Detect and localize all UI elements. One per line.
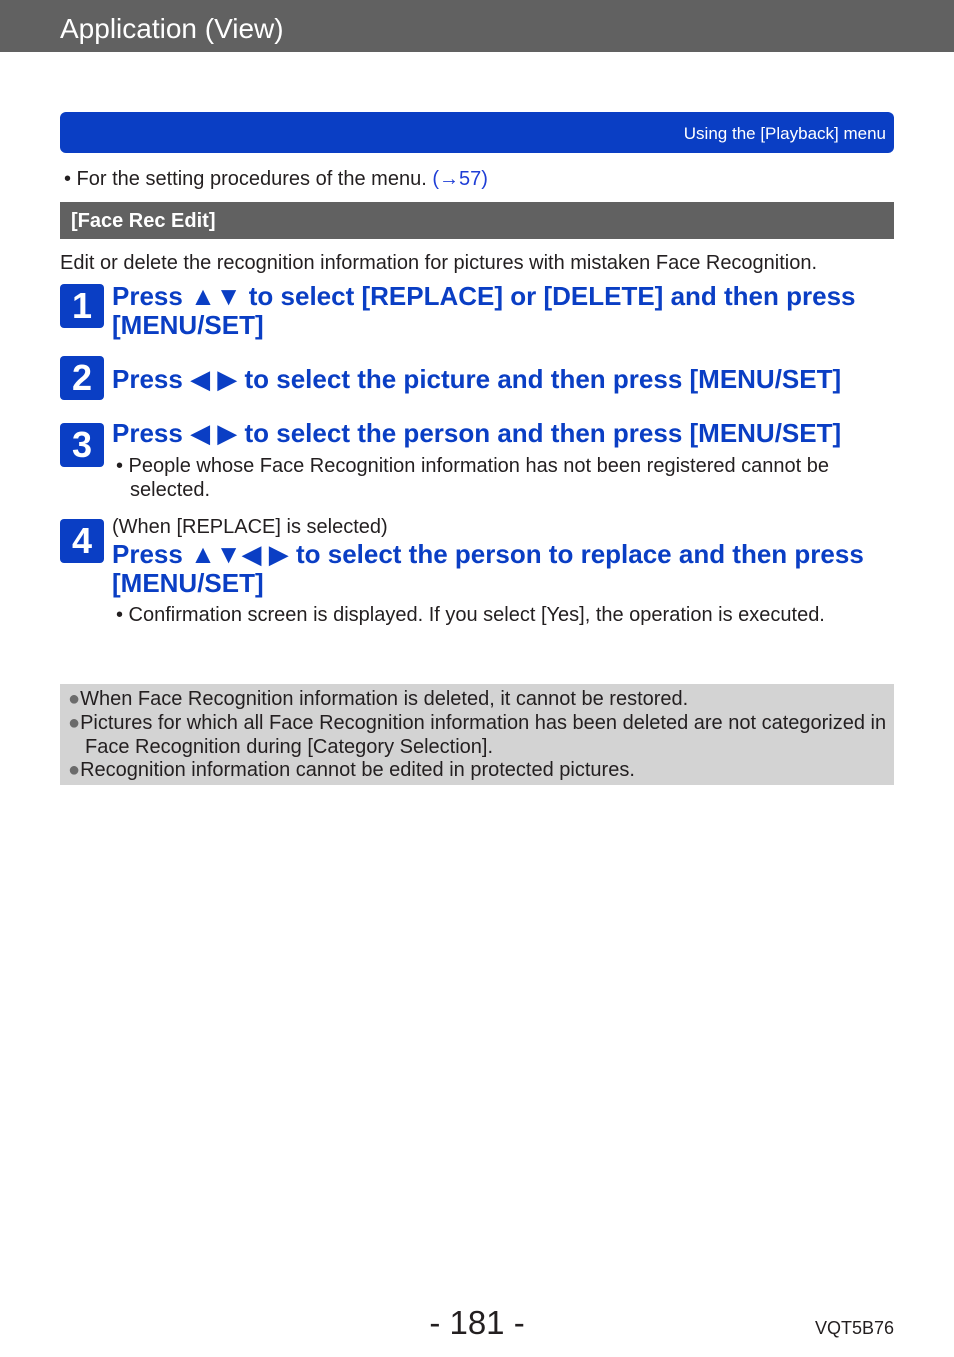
step-2-title: Press ◀ ▶ to select the picture and then press [MENU/SET] (112, 364, 842, 394)
setting-procedure-note (64, 167, 488, 191)
page-number: - 181 - (429, 1304, 525, 1341)
section-banner (60, 112, 894, 153)
step-1-number: 1 (60, 284, 104, 328)
section-label: Using the [Playback] menu (683, 124, 886, 143)
note-item: ●Pictures for which all Face Recognition information has been deleted are not categorized in Face Recognition during [Category Selection]. (68, 712, 887, 758)
step-3-title: Press ◀ ▶ to select the person and then press [MENU/SET] (112, 418, 842, 448)
menu-heading-title: [Face Rec Edit] (71, 210, 216, 232)
step-1-title: Press ▲▼ to select [REPLACE] or [DELETE] and then press [MENU/SET] (112, 281, 856, 340)
intro-text: Edit or delete the recognition information for pictures with mistaken Face Recognition. (60, 252, 818, 274)
bullet-icon: ● (68, 712, 81, 734)
header-bar (0, 0, 954, 52)
setting-note-text: • For the setting procedures of the menu. (64, 168, 433, 190)
page-reference-link[interactable]: (→57) (432, 168, 488, 190)
notes-box (60, 684, 894, 785)
document-code: VQT5B76 (814, 1318, 894, 1338)
step-2-number: 2 (60, 356, 104, 400)
step-4-title: Press ▲▼◀ ▶ to select the person to replace and then press [MENU/SET] (112, 539, 864, 598)
note-item: ●Recognition information cannot be edited in protected pictures. (68, 759, 635, 781)
step-3-number: 3 (60, 423, 104, 467)
bullet-icon: ● (68, 759, 81, 781)
page-title: Application (View) (60, 13, 284, 44)
note-item: ●When Face Recognition information is deleted, it cannot be restored. (68, 688, 689, 710)
menu-heading-bar (60, 202, 894, 239)
step-4-note: • Confirmation screen is displayed. If you select [Yes], the operation is executed. (116, 604, 825, 626)
step-4-condition: (When [REPLACE] is selected) (112, 516, 388, 538)
step-4-number: 4 (60, 519, 104, 563)
step-3-note: • People whose Face Recognition information has not been registered cannot be selected. (116, 455, 830, 501)
bullet-icon: ● (68, 688, 81, 710)
